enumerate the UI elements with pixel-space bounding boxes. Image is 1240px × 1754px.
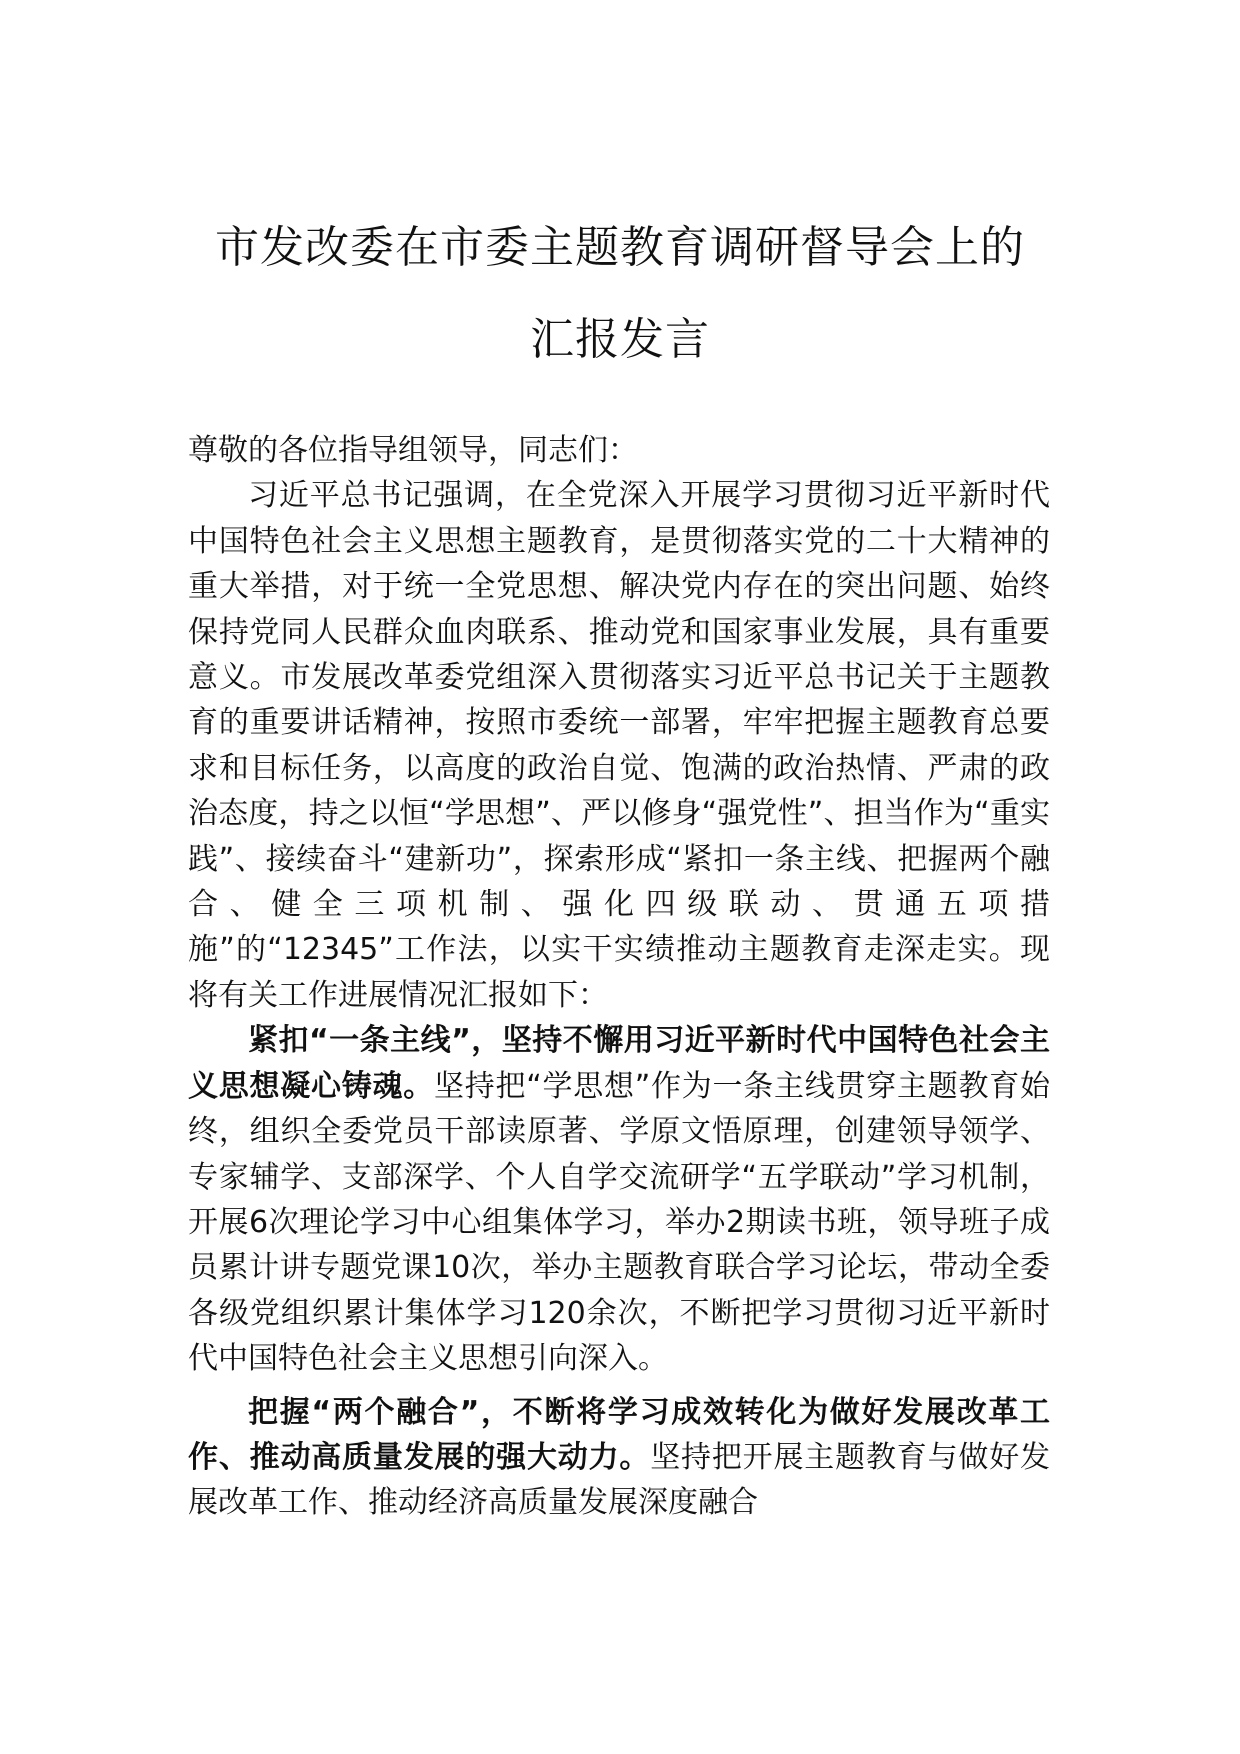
paragraph-spacer xyxy=(188,1382,1050,1390)
salutation: 尊敬的各位指导组领导，同志们： xyxy=(188,433,638,468)
section-2-heading: 把握“两个融合”，不断将学习成效转化为做好发展改革工作、推动高质量发展的强大动力。 xyxy=(188,1394,1050,1475)
section-1-body: 坚持把“学思想”作为一条主线贯穿主题教育始终，组织全委党员干部读原著、学原文悟原理，创建领导领学、专家辅学、支部深学、个人自学交流研学“五学联动”学习机制，开展6次理论学习中心组集体学习，举办2期读书班，领导班子成员累计讲专题党课10次，举办主题教育联合学习论坛，带动全委各级党组织累计集体学习120余次，不断把学习贯彻习近平新时代中国特色社会主义思想引向深入。 xyxy=(188,1068,1051,1377)
section-1-heading: 紧扣“一条主线”，坚持不懈用习近平新时代中国特色社会主义思想凝心铸魂。 xyxy=(188,1023,1050,1104)
section-2-body: 坚持把开展主题教育与做好发展改革工作、推动经济高质量发展深度融合 xyxy=(188,1439,1051,1521)
document-title-line-1: 市发改委在市委主题教育调研督导会上的 xyxy=(215,222,1025,273)
section-1-paragraph xyxy=(188,1018,1050,1381)
document-title-line-2: 汇报发言 xyxy=(530,314,710,365)
intro-paragraph: 习近平总书记强调，在全党深入开展学习贯彻习近平新时代中国特色社会主义思想主题教育，是贯彻落实党的二十大精神的重大举措，对于统一全党思想、解决党内存在的突出问题、始终保持党同人民群众血肉联系、推动党和国家事业发展，具有重要意义。市发展改革委党组深入贯彻落实习近平总书记关于主题教育的重要讲话精神，按照市委统一部署，牢牢把握主题教育总要求和目标任务，以高度的政治自觉、饱满的政治热情、严肃的政治态度，持之以恒“学思想”、严以修身“强党性”、担当作为“重实践”、接续奋斗“建新功”，探索形成“紧扣一条主线、把握两个融合、健全三项机制、强化四级联动、贯通五项措施”的“12345”工作法，以实干实绩推动主题教育走深走实。现将有关工作进展情况汇报如下： xyxy=(188,478,1050,1013)
section-2-paragraph xyxy=(188,1390,1050,1526)
document-body xyxy=(188,428,1050,1526)
